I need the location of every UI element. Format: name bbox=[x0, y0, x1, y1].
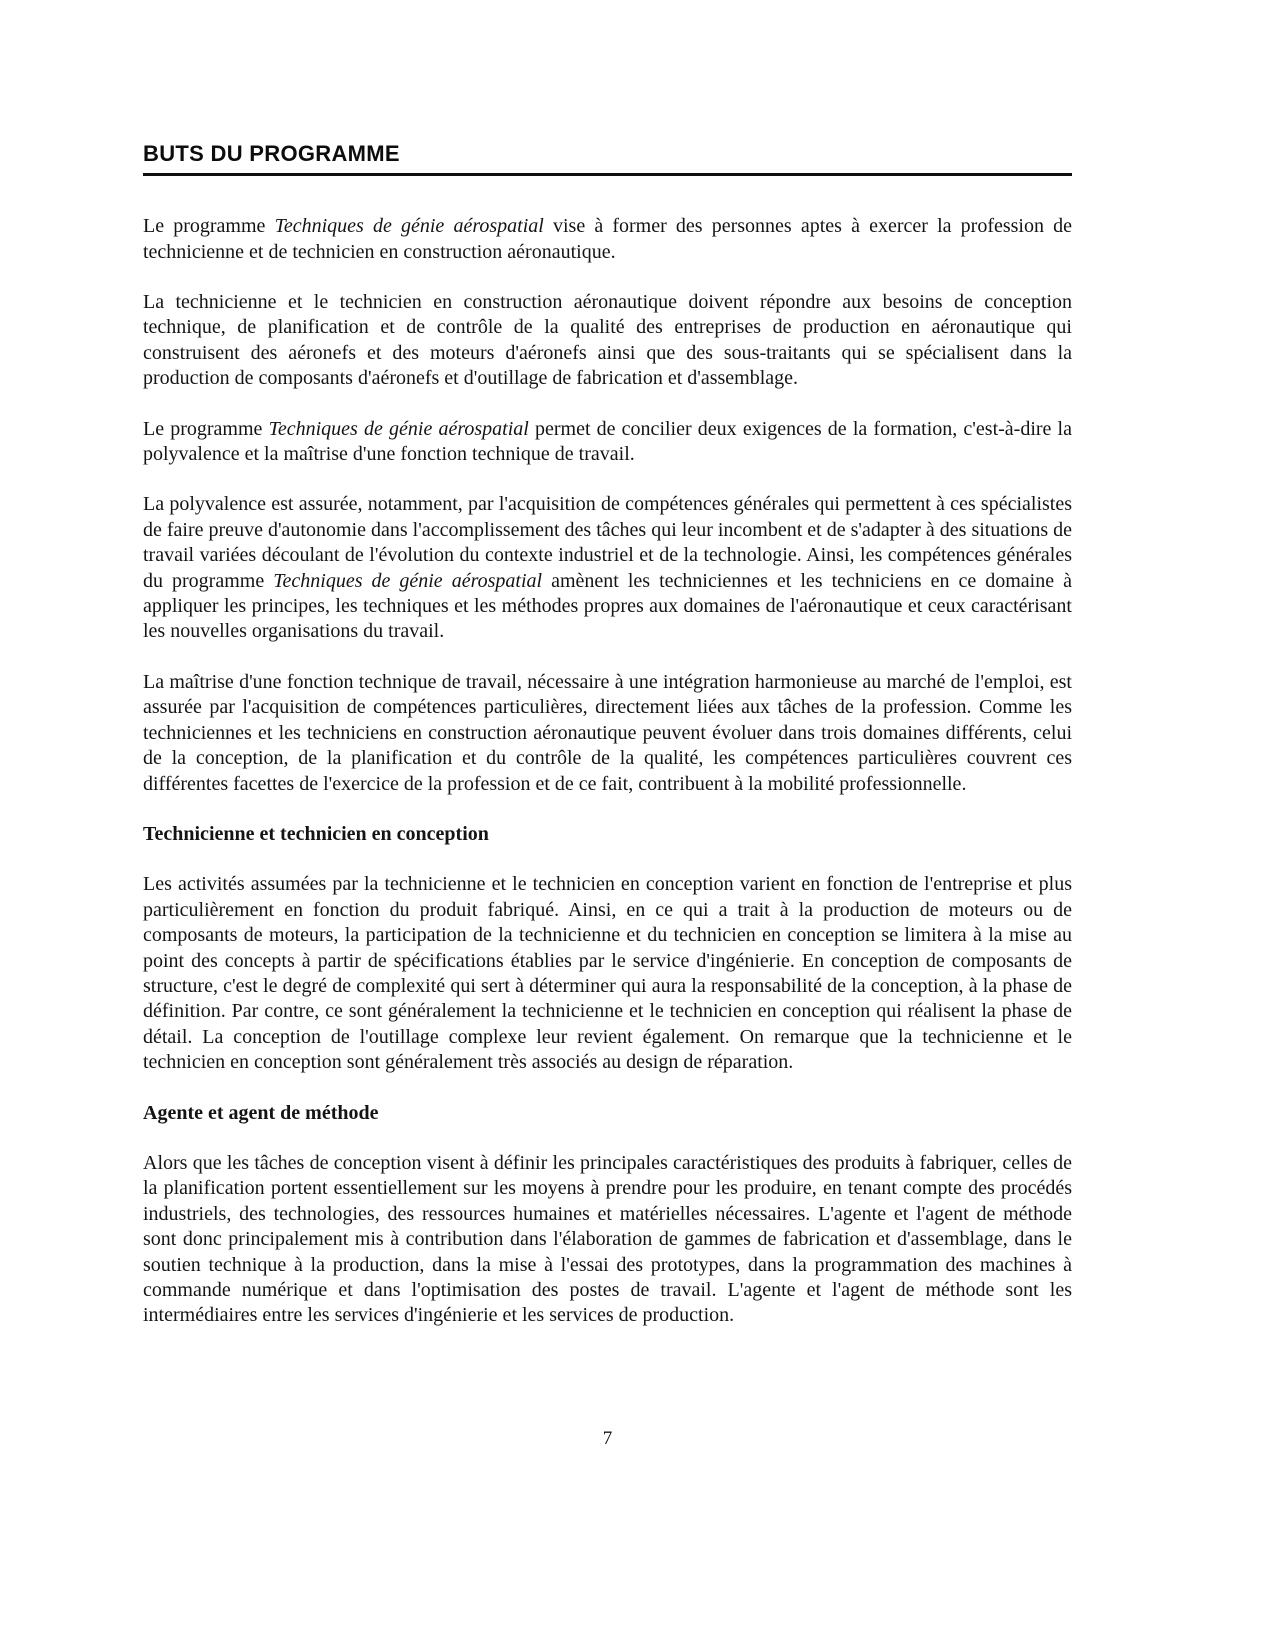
italic-text-run: Techniques de génie aérospatial bbox=[274, 215, 544, 238]
text-run: permet de concilier deux exigences de la formation, c'est-à-dire la polyvalence et la maîtrise d'une fonction technique de travail. bbox=[143, 417, 1072, 466]
text-run: Le programme bbox=[143, 417, 269, 440]
paragraph bbox=[143, 214, 1072, 265]
paragraph bbox=[143, 290, 1072, 392]
italic-text-run: Techniques de génie aérospatial bbox=[268, 417, 529, 440]
paragraph bbox=[143, 872, 1072, 1075]
text-run: amènent les techniciennes et les techniciens en ce domaine à appliquer les principes, les techniques et les méthodes propres aux domaines de l'aéronautique et ceux caractérisant les nouvelles organisations du travail. bbox=[143, 569, 1072, 643]
paragraph bbox=[143, 492, 1072, 644]
page-title: BUTS DU PROGRAMME bbox=[143, 141, 400, 166]
page-number: 7 bbox=[602, 1428, 613, 1449]
text-run: La polyvalence est assurée, notamment, par l'acquisition de compétences générales qui permettent à ces spécialistes de faire preuve d'autonomie dans l'accomplissement des tâches qui leur incombent et de s'adapter à des situations de travail variées découlant de l'évolution du contexte industriel et de la technologie. Ainsi, les compétences générales du programme bbox=[143, 493, 1072, 592]
section-heading: Agente et agent de méthode bbox=[143, 1101, 379, 1124]
text-run: Les activités assumées par la technicienne et le technicien en conception varient en fonction de l'entreprise et plus particulièrement en fonction du produit fabriqué. Ainsi, en ce qui a trait à la production de moteurs ou de composants de moteurs, la participation de la technicienne et du technicien en conception se limitera à la mise au point des concepts à partir de spécifications établies par le service d'ingénierie. En conception de composants de structure, c'est le degré de complexité qui sert à déterminer qui aura la responsabilité de la conception, à la phase de définition. Par contre, ce sont généralement la technicienne et le technicien en conception qui réalisent la phase de détail. La conception de l'outillage complexe leur revient également. On remarque que la technicienne et le technicien en conception sont généralement très associés au design de réparation. bbox=[143, 873, 1072, 1074]
text-run: Le programme bbox=[143, 215, 275, 238]
title-rule bbox=[143, 173, 1072, 176]
italic-text-run: Techniques de génie aérospatial bbox=[273, 569, 543, 592]
text-run: Alors que les tâches de conception visent à définir les principales caractéristiques des produits à fabriquer, celles de la planification portent essentiellement sur les moyens à prendre pour les produire, en tenant compte des procédés industriels, des technologies, des ressources humaines et matérielles nécessaires. L'agente et l'agent de méthode sont donc principalement mis à contribution dans l'élaboration de gammes de fabrication et d'assemblage, dans le soutien technique à la production, dans la mise à l'essai des prototypes, dans la programmation des machines à commande numérique et dans l'optimisation des postes de travail. L'agente et l'agent de méthode sont les intermédiaires entre les services d'ingénierie et les services de production. bbox=[143, 1151, 1072, 1327]
document-content bbox=[143, 214, 1072, 1329]
paragraph bbox=[143, 670, 1072, 797]
text-run: La maîtrise d'une fonction technique de travail, nécessaire à une intégration harmonieuse au marché de l'emploi, est assurée par l'acquisition de compétences particulières, directement liées aux tâches de la profession. Comme les techniciennes et les techniciens en construction aéronautique peuvent évoluer dans trois domaines différents, celui de la conception, de la planification et du contrôle de la qualité, les compétences particulières couvrent ces différentes facettes de l'exercice de la profession et de ce fait, contribuent à la mobilité professionnelle. bbox=[143, 670, 1072, 795]
paragraph bbox=[143, 417, 1072, 468]
text-run: La technicienne et le technicien en construction aéronautique doivent répondre aux besoins de conception technique, de planification et de contrôle de la qualité des entreprises de production en aéronautique qui construisent des aéronefs et des moteurs d'aéronefs ainsi que des sous-traitants qui se spécialisent dans la production de composants d'aéronefs et d'outillage de fabrication et d'assemblage. bbox=[143, 291, 1072, 390]
paragraph bbox=[143, 1151, 1072, 1329]
section-heading: Technicienne et technicien en conception bbox=[143, 822, 489, 845]
document-content-column bbox=[143, 142, 1072, 1354]
text-run: vise à former des personnes aptes à exercer la profession de technicienne et de technicien en construction aéronautique. bbox=[143, 215, 1072, 263]
